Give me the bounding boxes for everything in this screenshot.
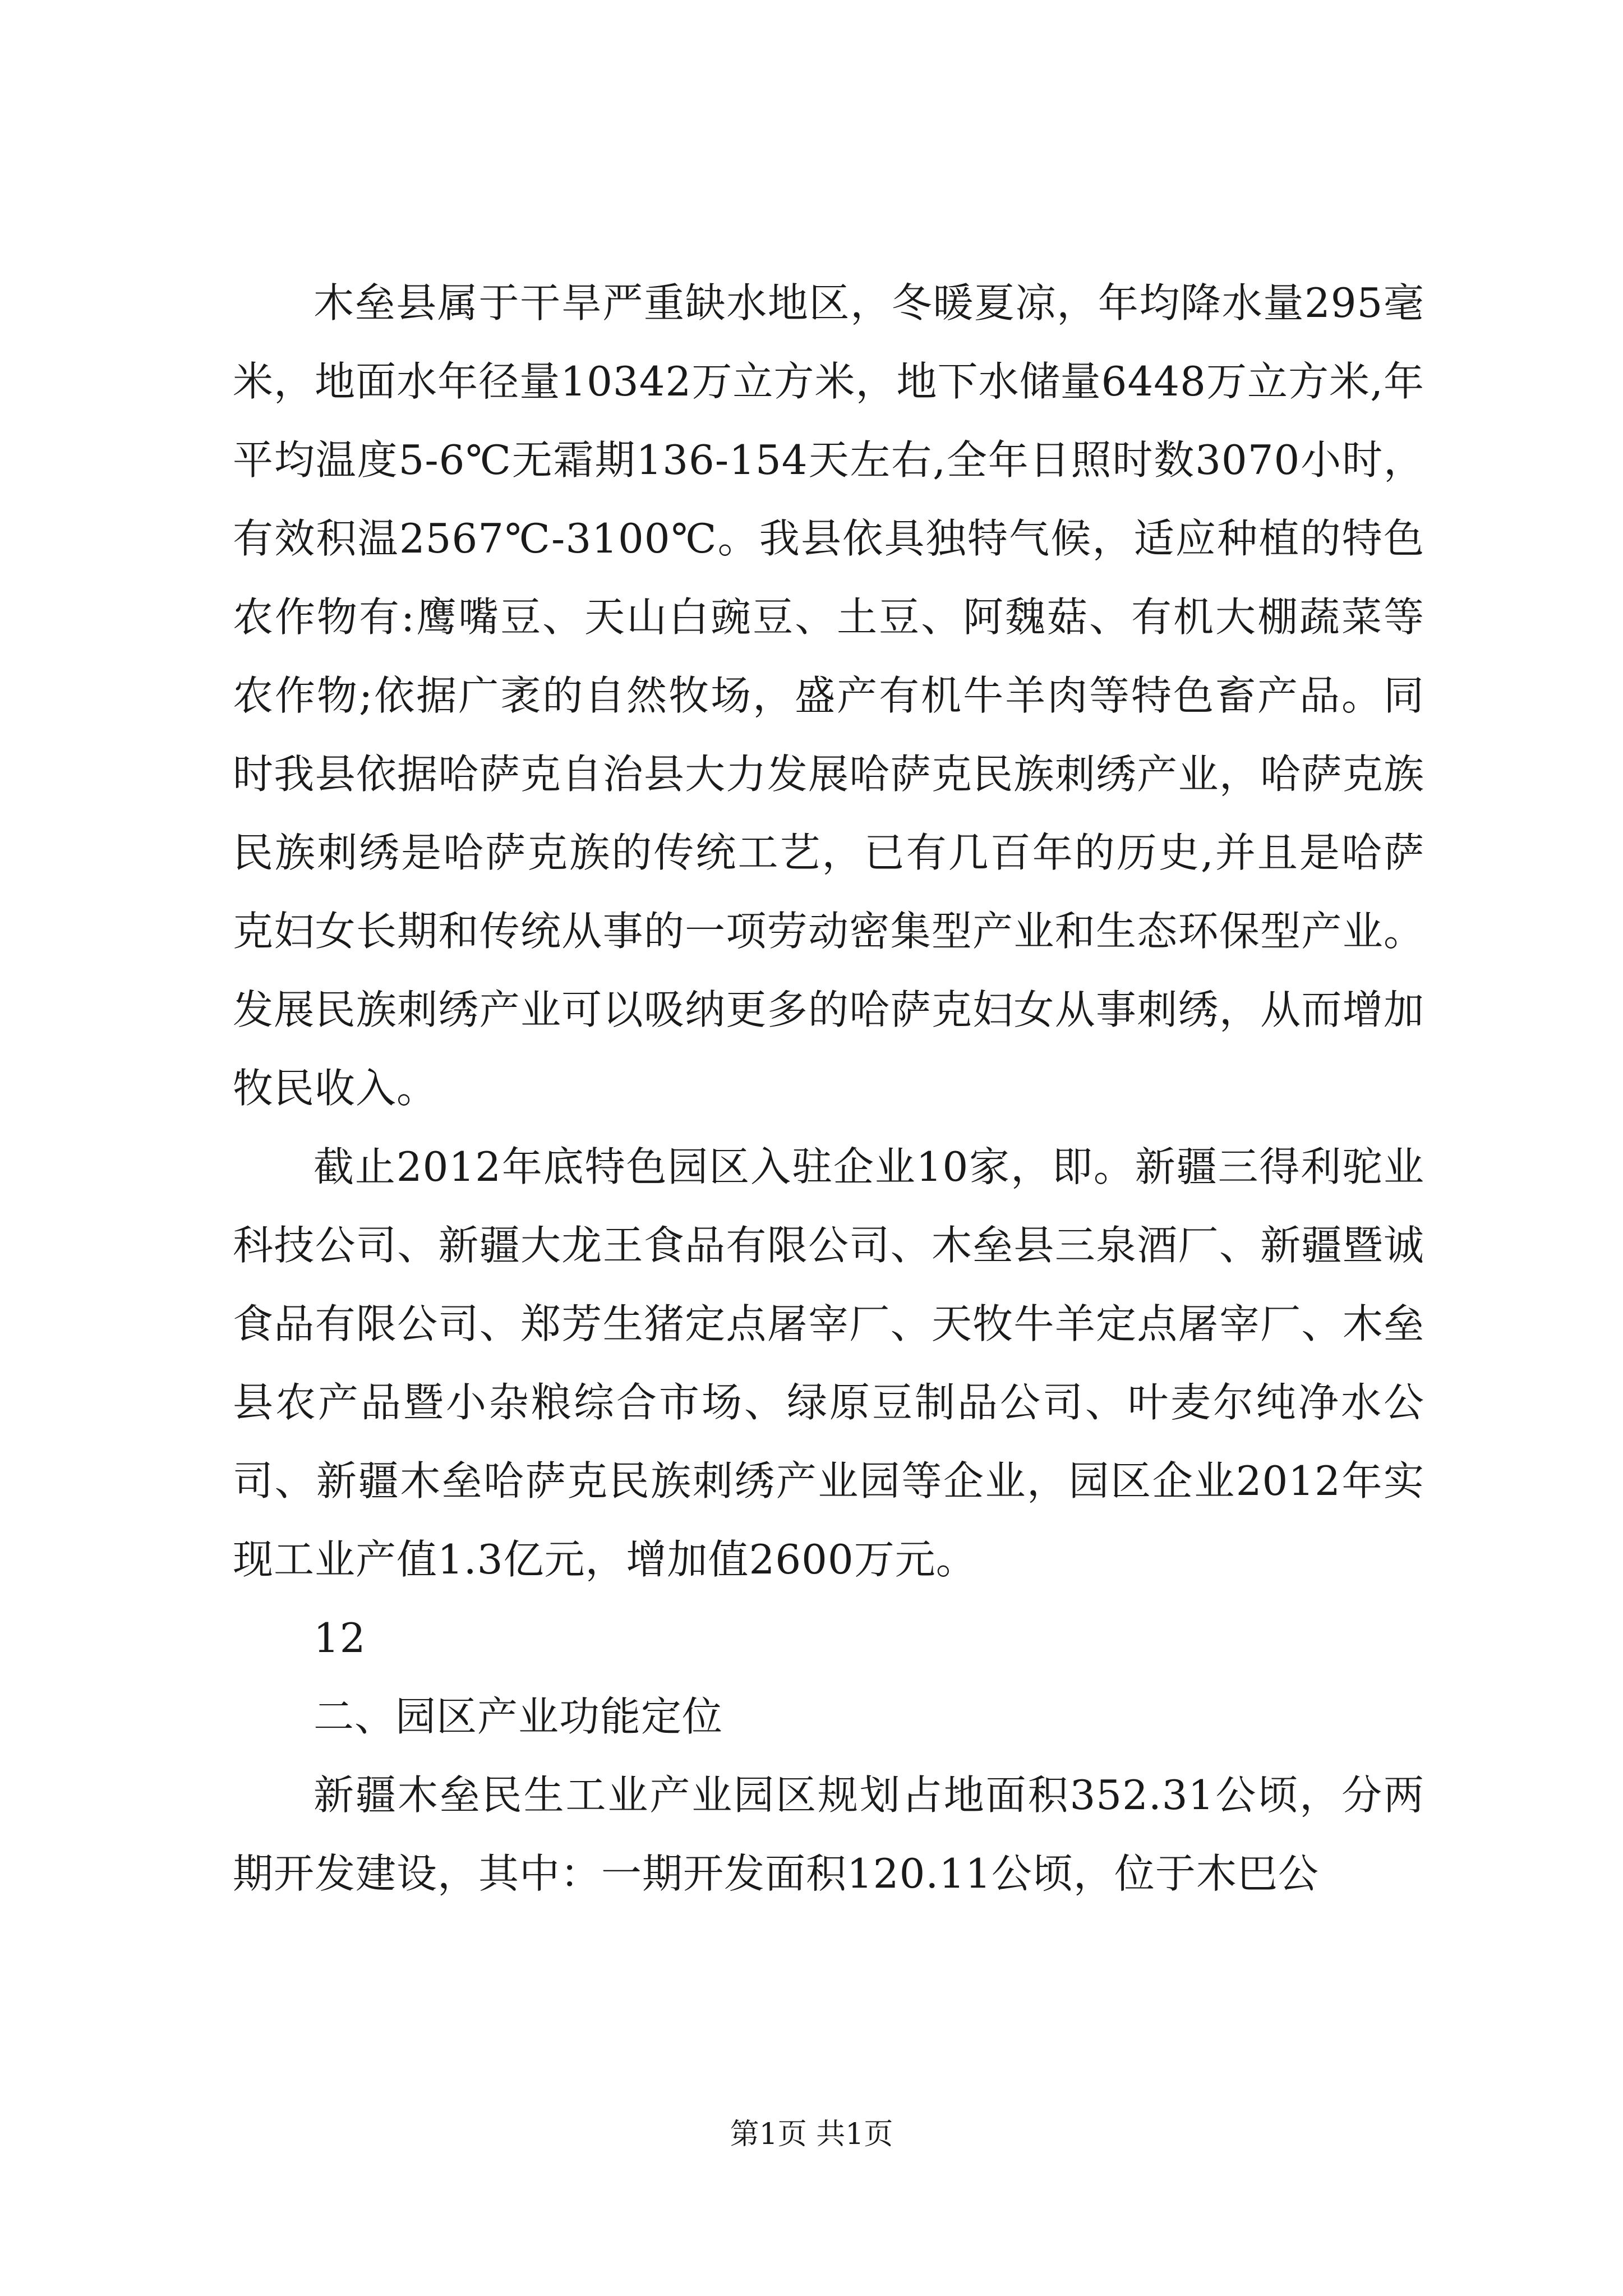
section-heading: 二、园区产业功能定位 [313, 1693, 723, 1740]
paragraph-number: 12 [313, 1614, 366, 1662]
paragraph-enterprises: 截止2012年底特色园区入驻企业10家，即。新疆三得利驼业科技公司、新疆大龙王食品有限公司、木垒县三泉酒厂、新疆暨诚食品有限公司、郑芳生猪定点屠宰厂、天牧牛羊定点屠宰厂、木垒县农产品暨小杂粮综合市场、绿原豆制品公司、叶麦尔纯净水公司、新疆木垒哈萨克民族刺绣产业园等企业，园区企业2012年实现工业产值1.3亿元，增加值2600万元。 [233, 1143, 1424, 1583]
page-footer: 第1页 共1页 [730, 2118, 893, 2151]
document-body [233, 264, 1424, 1913]
paragraph-park-area: 新疆木垒民生工业产业园区规划占地面积352.31公顷，分两期开发建设，其中：一期开发面积120.11公顷，位于木巴公 [233, 1772, 1424, 1897]
paragraph-climate: 木垒县属于干旱严重缺水地区，冬暖夏凉，年均降水量295毫米，地面水年径量10342万立方米，地下水储量6448万立方米,年平均温度5-6℃无霜期136-154天左右,全年日照时数3070小时，有效积温2567℃-3100℃。我县依具独特气候，适应种植的特色农作物有:鹰嘴豆、天山白豌豆、土豆、阿魏菇、有机大棚蔬菜等农作物;依据广袤的自然牧场，盛产有机牛羊肉等特色畜产品。同时我县依据哈萨克自治县大力发展哈萨克民族刺绣产业，哈萨克族民族刺绣是哈萨克族的传统工艺，已有几百年的历史,并且是哈萨克妇女长期和传统从事的一项劳动密集型产业和生态环保型产业。发展民族刺绣产业可以吸纳更多的哈萨克妇女从事刺绣，从而增加牧民收入。 [233, 279, 1424, 1112]
